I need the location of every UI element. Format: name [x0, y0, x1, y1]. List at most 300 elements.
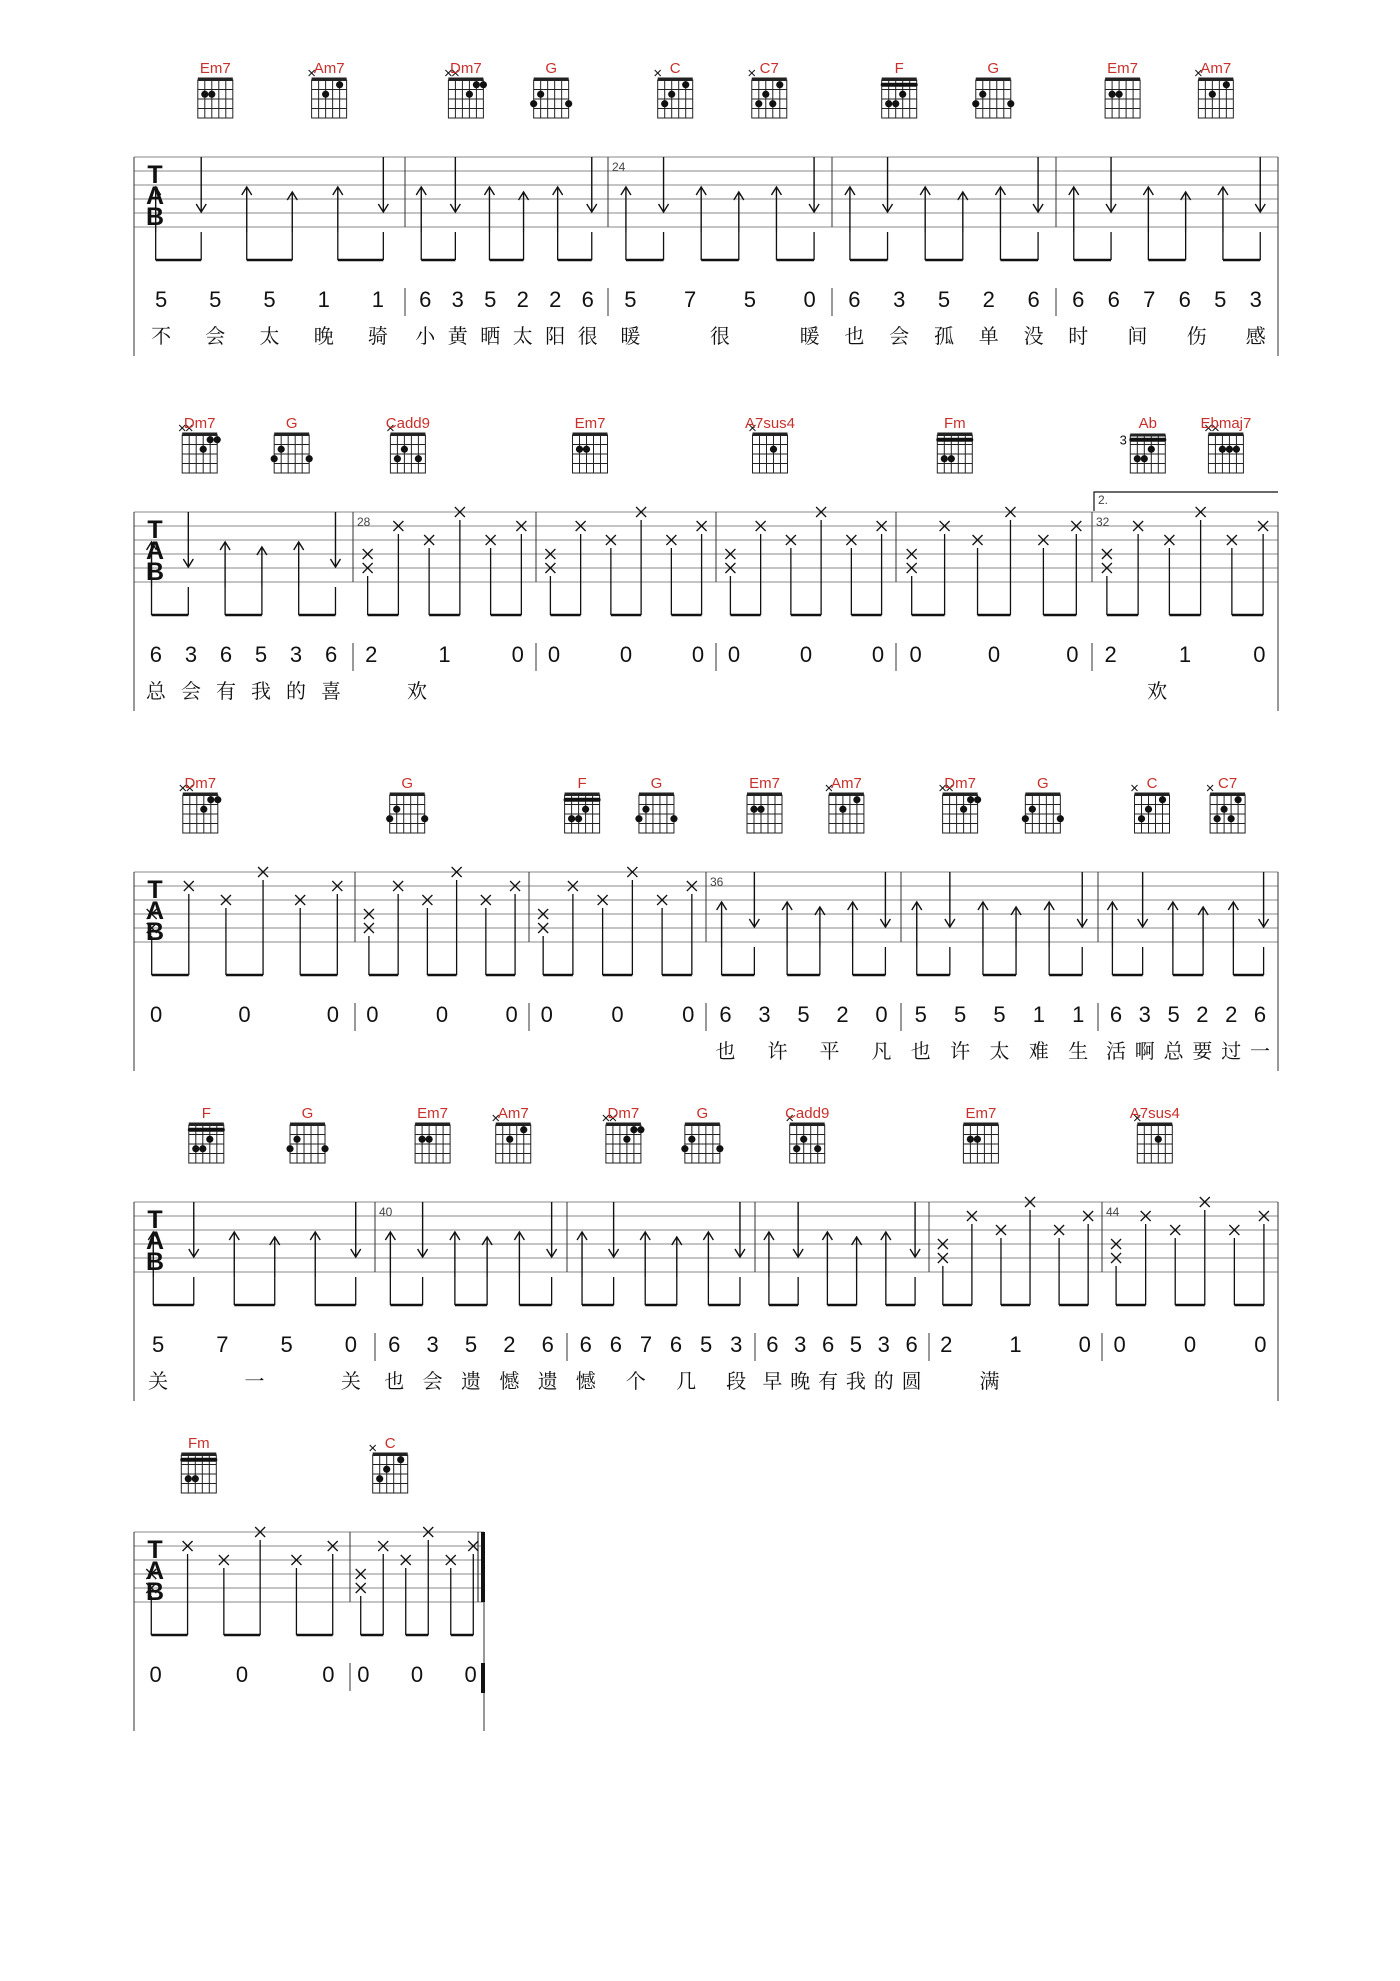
chord-name: Dm7 [450, 60, 482, 77]
lyric-char: 许 [950, 1041, 971, 1063]
jianpu-note: 7 [639, 1332, 653, 1357]
tab-clef-letter: B [145, 1578, 165, 1606]
chord-diagram-c [655, 70, 693, 118]
jianpu-note: 3 [451, 287, 464, 312]
jianpu-note: 2 [1196, 1002, 1209, 1027]
jianpu-note: 6 [541, 1332, 554, 1357]
lyric-char: 伤 [1186, 326, 1207, 348]
tab-system-4 [134, 1197, 1278, 1401]
rhythm-measure [356, 1527, 479, 1635]
jianpu-note: 7 [1143, 287, 1156, 312]
bar-number: 32 [1096, 515, 1110, 529]
chord-name: Am7 [313, 60, 345, 77]
chord-name: F [894, 60, 904, 77]
lyric-char: 孤 [934, 326, 954, 348]
chord-diagram-g [635, 793, 677, 834]
jianpu-note: 5 [254, 642, 268, 667]
jianpu-note: 0 [511, 642, 524, 667]
tab-clef-letter: B [145, 203, 165, 231]
jianpu-note: 1 [1032, 1002, 1046, 1027]
jianpu-note: 6 [579, 1332, 592, 1357]
chord-diagram-cadd9 [787, 1115, 825, 1163]
jianpu-note: 1 [1009, 1332, 1022, 1357]
jianpu-note: 5 [151, 1332, 165, 1357]
lyric-char: 总 [145, 681, 166, 703]
lyric-char: 憾 [575, 1371, 596, 1393]
lyric-char: 要 [1192, 1041, 1213, 1063]
chord-diagram-f [881, 78, 918, 119]
lyric-char: 圆 [901, 1371, 922, 1393]
rhythm-measure [912, 872, 1087, 975]
jianpu-note: 3 [794, 1332, 807, 1357]
jianpu-note: 0 [619, 642, 633, 667]
jianpu-note: 0 [875, 1002, 888, 1027]
rhythm-measure [845, 157, 1043, 260]
jianpu-note: 6 [905, 1332, 918, 1357]
rhythm-measure [1107, 872, 1268, 975]
jianpu-note: 5 [209, 287, 222, 312]
jianpu-note: 1 [438, 642, 451, 667]
chord-diagram-cadd9 [387, 425, 425, 473]
jianpu-note: 2 [503, 1332, 516, 1357]
rhythm-measure [416, 157, 597, 260]
chord-diagram-am7 [309, 70, 347, 118]
chord-name: C7 [759, 60, 779, 77]
jianpu-note: 2 [982, 287, 995, 312]
lyric-char: 太 [989, 1041, 1010, 1063]
chord-diagram-fm [180, 1453, 217, 1494]
jianpu-note: 5 [849, 1332, 863, 1357]
tab-clef-letter: A [145, 1557, 165, 1585]
rhythm-measure [1102, 507, 1268, 615]
jianpu-note: 0 [149, 1002, 163, 1027]
jianpu-note: 0 [1183, 1332, 1197, 1357]
chord-name: G [545, 60, 557, 77]
chord-name: Cadd9 [385, 415, 430, 432]
jianpu-note: 5 [797, 1002, 810, 1027]
jianpu-note: 0 [366, 1002, 379, 1027]
rhythm-measure [363, 507, 527, 615]
lyric-char: 单 [978, 326, 999, 348]
chord-name: Cadd9 [785, 1105, 830, 1122]
chord-diagram-ab [1129, 434, 1166, 474]
chord-position-number: 3 [1119, 432, 1127, 448]
rhythm-measure [538, 867, 697, 975]
jianpu-note: 2 [836, 1002, 849, 1027]
tab-clef-letter: A [145, 537, 165, 565]
chord-diagram-g [286, 1123, 328, 1164]
chord-diagram-am7 [826, 785, 864, 833]
lyric-char: 关 [340, 1371, 361, 1393]
jianpu-note: 5 [154, 287, 168, 312]
chord-name: C [669, 60, 681, 77]
tab-clef-letter: B [145, 558, 165, 586]
chord-name: Fm [943, 415, 966, 432]
lyric-char: 几 [676, 1371, 697, 1393]
jianpu-note: 0 [909, 642, 922, 667]
lyric-char: 有 [818, 1371, 839, 1393]
lyric-char: 早 [762, 1371, 783, 1393]
chord-diagram-a7sus4 [1134, 1115, 1172, 1163]
jianpu-note: 7 [684, 287, 697, 312]
tab-clef-letter: T [147, 1536, 163, 1564]
chord-name: A7sus4 [1129, 1105, 1180, 1122]
chord-diagram-dm7 [445, 70, 487, 118]
rhythm-measure [364, 867, 520, 975]
lyric-char: 段 [726, 1371, 747, 1393]
chord-name: C7 [1218, 775, 1238, 792]
lyric-char: 活 [1106, 1041, 1126, 1063]
lyric-char: 会 [889, 326, 910, 348]
lyric-char: 暖 [620, 326, 641, 348]
chord-diagram-em7 [963, 1123, 998, 1164]
lyric-char: 欢 [407, 681, 428, 703]
lyric-char: 阳 [545, 326, 566, 348]
chord-name: G [401, 775, 414, 792]
lyric-char: 暖 [799, 326, 820, 348]
lyric-char: 骑 [367, 326, 388, 348]
chord-name: G [1036, 775, 1049, 792]
rhythm-measure [938, 1197, 1093, 1305]
jianpu-note: 6 [719, 1002, 732, 1027]
jianpu-note: 0 [505, 1002, 518, 1027]
jianpu-note: 5 [993, 1002, 1006, 1027]
jianpu-note: 2 [549, 287, 562, 312]
rhythm-measure [147, 512, 341, 615]
jianpu-note: 6 [324, 642, 338, 667]
lyric-char: 凡 [871, 1041, 892, 1063]
jianpu-note: 2 [940, 1332, 953, 1357]
lyric-char: 时 [1068, 326, 1089, 348]
jianpu-note: 2 [365, 642, 378, 667]
chord-name: A7sus4 [744, 415, 796, 432]
chord-diagram-g [271, 433, 313, 474]
lyric-char: 满 [979, 1371, 1000, 1393]
jianpu-note: 0 [1113, 1332, 1126, 1357]
jianpu-note: 6 [1109, 1002, 1123, 1027]
chord-diagram-dm7 [179, 425, 221, 473]
chord-diagram-g [681, 1123, 723, 1164]
jianpu-note: 6 [766, 1332, 779, 1357]
jianpu-note: 0 [235, 1662, 249, 1687]
chord-diagram-f [564, 793, 601, 834]
jianpu-note: 5 [263, 287, 276, 312]
chord-name: G [696, 1105, 709, 1122]
chord-name: Em7 [1107, 60, 1139, 77]
jianpu-note: 5 [1167, 1002, 1180, 1027]
lyric-char: 遗 [537, 1371, 558, 1393]
jianpu-note: 0 [322, 1662, 335, 1687]
lyric-char: 也 [715, 1041, 736, 1063]
jianpu-note: 3 [184, 642, 198, 667]
lyric-char: 我 [251, 681, 272, 703]
jianpu-note: 0 [987, 642, 1001, 667]
lyric-char: 会 [422, 1371, 443, 1393]
chord-name: Am7 [497, 1105, 529, 1122]
tab-clef-letter: A [145, 182, 165, 210]
jianpu-note: 5 [484, 287, 497, 312]
jianpu-note: 3 [758, 1002, 771, 1027]
jianpu-note: 2 [516, 287, 529, 312]
jianpu-note: 6 [149, 642, 163, 667]
jianpu-note: 1 [1072, 1002, 1085, 1027]
jianpu-note: 5 [953, 1002, 967, 1027]
tab-system-5 [134, 1527, 485, 1731]
lyric-char: 也 [384, 1371, 405, 1393]
tab-clef-letter: B [145, 918, 165, 946]
jianpu-note: 1 [371, 287, 385, 312]
chord-diagram-c7 [749, 70, 787, 118]
jianpu-note: 0 [1253, 642, 1266, 667]
jianpu-note: 2 [1104, 642, 1117, 667]
lyric-char: 间 [1127, 326, 1148, 348]
tab-clef-letter: B [145, 1248, 165, 1276]
jianpu-note: 0 [540, 1002, 553, 1027]
lyric-char: 遗 [461, 1371, 481, 1393]
lyric-char: 小 [415, 326, 436, 348]
lyric-char: 没 [1023, 326, 1044, 348]
chord-diagram-em7 [415, 1123, 450, 1164]
jianpu-note: 2 [1225, 1002, 1238, 1027]
chord-name: G [301, 1105, 314, 1122]
jianpu-note: 7 [216, 1332, 229, 1357]
jianpu-note: 0 [871, 642, 885, 667]
rhythm-measure [148, 1202, 360, 1305]
lyric-char: 关 [148, 1371, 169, 1393]
lyric-char: 太 [512, 326, 533, 348]
jianpu-note: 6 [388, 1332, 401, 1357]
chord-name: C [1146, 775, 1158, 792]
chord-name: Ab [1138, 415, 1157, 432]
rhythm-measure [1069, 157, 1265, 260]
jianpu-note: 0 [727, 642, 741, 667]
jianpu-note: 0 [326, 1002, 340, 1027]
lyric-char: 会 [180, 681, 201, 703]
lyric-char: 的 [873, 1371, 894, 1393]
chord-name: Dm7 [184, 775, 217, 792]
lyric-char: 晚 [313, 326, 334, 348]
lyric-char: 过 [1221, 1041, 1242, 1063]
jianpu-note: 0 [1078, 1332, 1091, 1357]
jianpu-note: 6 [821, 1332, 835, 1357]
chord-diagram-fm [936, 433, 973, 474]
lyric-char: 有 [215, 681, 236, 703]
jianpu-note: 0 [410, 1662, 424, 1687]
jianpu-note: 5 [624, 287, 637, 312]
chord-name: Dm7 [607, 1105, 640, 1122]
chord-diagram-am7 [493, 1115, 531, 1163]
chord-name: Am7 [1200, 60, 1232, 77]
chord-name: Dm7 [944, 775, 976, 792]
rhythm-measure [764, 1202, 920, 1305]
lyric-char: 会 [205, 326, 226, 348]
jianpu-note: 3 [1249, 287, 1262, 312]
lyric-char: 欢 [1147, 681, 1168, 703]
tab-clef [142, 516, 168, 586]
tab-clef-letter: A [145, 897, 165, 925]
chord-diagram-g [530, 78, 572, 119]
chord-diagram-c [370, 1445, 408, 1493]
chord-diagram-dm7 [603, 1115, 645, 1163]
lyric-char: 平 [819, 1041, 840, 1063]
jianpu-note: 1 [317, 287, 330, 312]
chord-name: G [650, 775, 663, 792]
tab-clef-letter: A [145, 1227, 165, 1255]
chord-diagram-ebmaj7 [1205, 425, 1243, 473]
jianpu-note: 0 [435, 1002, 449, 1027]
chord-name: Em7 [574, 415, 606, 432]
jianpu-note: 0 [799, 642, 813, 667]
lyric-char: 黄 [447, 326, 468, 348]
lyric-char: 总 [1163, 1041, 1184, 1063]
lyric-char: 个 [625, 1371, 646, 1393]
rhythm-measure [717, 872, 891, 975]
lyric-char: 许 [767, 1041, 788, 1063]
jianpu-note: 0 [464, 1662, 477, 1687]
jianpu-note: 5 [699, 1332, 713, 1357]
jianpu-note: 6 [1107, 287, 1120, 312]
jianpu-note: 0 [238, 1002, 251, 1027]
jianpu-note: 6 [1178, 287, 1191, 312]
rhythm-measure [621, 157, 819, 260]
chord-diagram-dm7 [940, 785, 982, 833]
lyric-char: 喜 [321, 681, 342, 703]
jianpu-note: 5 [937, 287, 951, 312]
bar-number: 24 [612, 160, 626, 174]
jianpu-note: 0 [611, 1002, 624, 1027]
chord-name: Dm7 [183, 415, 216, 432]
jianpu-note: 0 [803, 287, 816, 312]
lyric-char: 感 [1245, 326, 1266, 348]
chord-diagram-am7 [1195, 70, 1233, 118]
jianpu-note: 6 [1027, 287, 1040, 312]
lyric-char: 晚 [790, 1371, 811, 1393]
chord-diagram-em7 [1105, 78, 1140, 119]
jianpu-note: 6 [669, 1332, 683, 1357]
chord-diagram-g [972, 78, 1014, 119]
lyric-char: 太 [259, 326, 280, 348]
lyric-char: 不 [151, 326, 172, 348]
lyric-char: 很 [710, 326, 730, 348]
tab-clef-letter: T [147, 876, 163, 904]
bar-number: 44 [1106, 1205, 1120, 1219]
jianpu-note: 5 [914, 1002, 927, 1027]
rhythm-measure [385, 1202, 556, 1305]
jianpu-note: 0 [1066, 642, 1079, 667]
lyric-char: 也 [844, 326, 865, 348]
jianpu-note: 0 [691, 642, 705, 667]
lyric-char: 啊 [1134, 1041, 1155, 1063]
chord-name: Em7 [749, 775, 780, 792]
tab-clef [142, 876, 168, 946]
chord-diagram-a7sus4 [750, 425, 788, 473]
jianpu-note: 6 [1253, 1002, 1267, 1027]
rhythm-measure [545, 507, 706, 615]
chord-diagram-em7 [747, 793, 782, 834]
jianpu-note: 0 [1254, 1332, 1267, 1357]
chord-name: Em7 [199, 60, 231, 77]
jianpu-note: 3 [1138, 1002, 1151, 1027]
jianpu-note: 1 [1178, 642, 1192, 667]
rhythm-measure [147, 867, 343, 975]
jianpu-note: 5 [280, 1332, 293, 1357]
lyric-char: 一 [244, 1371, 265, 1393]
chord-name: Fm [187, 1435, 210, 1452]
jianpu-note: 6 [419, 287, 432, 312]
chord-diagram-c7 [1207, 785, 1245, 833]
chord-diagram-c [1132, 785, 1170, 833]
chord-diagram-em7 [573, 433, 608, 474]
rhythm-measure [146, 1527, 337, 1635]
rhythm-measure [1111, 1197, 1269, 1305]
chord-name: Am7 [830, 775, 862, 792]
bar-number: 40 [379, 1205, 393, 1219]
chord-diagram-g [1022, 793, 1064, 834]
jianpu-note: 3 [893, 287, 906, 312]
bar-number: 28 [357, 515, 371, 529]
jianpu-note: 3 [730, 1332, 743, 1357]
rhythm-measure [907, 507, 1082, 615]
tab-clef-letter: T [147, 1206, 163, 1234]
chord-name: Em7 [965, 1105, 997, 1122]
jianpu-note: 0 [344, 1332, 358, 1357]
chord-diagram-em7 [198, 78, 233, 119]
lyric-char: 难 [1028, 1041, 1049, 1063]
tab-system-1 [134, 157, 1278, 356]
chord-name: Ebmaj7 [1200, 415, 1252, 432]
jianpu-note: 3 [426, 1332, 439, 1357]
chord-name: G [987, 60, 1000, 77]
bar-number: 36 [710, 875, 724, 889]
rhythm-measure [577, 1202, 745, 1305]
lyric-char: 一 [1250, 1041, 1270, 1063]
jianpu-note: 5 [464, 1332, 478, 1357]
jianpu-note: 0 [357, 1662, 370, 1687]
chord-name: F [201, 1105, 211, 1122]
tab-clef [142, 1206, 168, 1276]
jianpu-note: 6 [581, 287, 594, 312]
jianpu-note: 6 [1072, 287, 1085, 312]
tab-clef [142, 1536, 168, 1606]
volta-number: 2. [1098, 493, 1109, 507]
jianpu-note: 0 [149, 1662, 162, 1687]
lyric-char: 也 [910, 1041, 931, 1063]
jianpu-note: 3 [877, 1332, 890, 1357]
lyric-char: 很 [577, 326, 598, 348]
jianpu-note: 6 [848, 287, 861, 312]
lyric-char: 生 [1068, 1041, 1089, 1063]
chord-diagram-f [188, 1123, 225, 1164]
jianpu-note: 5 [743, 287, 756, 312]
tab-clef-letter: T [147, 161, 163, 189]
lyric-char: 的 [286, 681, 307, 703]
chord-name: G [285, 415, 298, 432]
jianpu-note: 6 [219, 642, 233, 667]
jianpu-note: 0 [682, 1002, 695, 1027]
tab-clef [142, 161, 168, 231]
chord-diagram-g [386, 793, 428, 834]
chord-name: F [577, 775, 587, 792]
lyric-char: 憾 [499, 1371, 520, 1393]
chord-name: C [384, 1435, 396, 1452]
rhythm-measure [151, 157, 389, 260]
jianpu-note: 5 [1214, 287, 1227, 312]
lyric-char: 我 [845, 1371, 866, 1393]
jianpu-note: 3 [289, 642, 303, 667]
rhythm-measure [725, 507, 886, 615]
lyric-char: 晒 [480, 326, 501, 348]
chord-name: Em7 [417, 1105, 449, 1122]
